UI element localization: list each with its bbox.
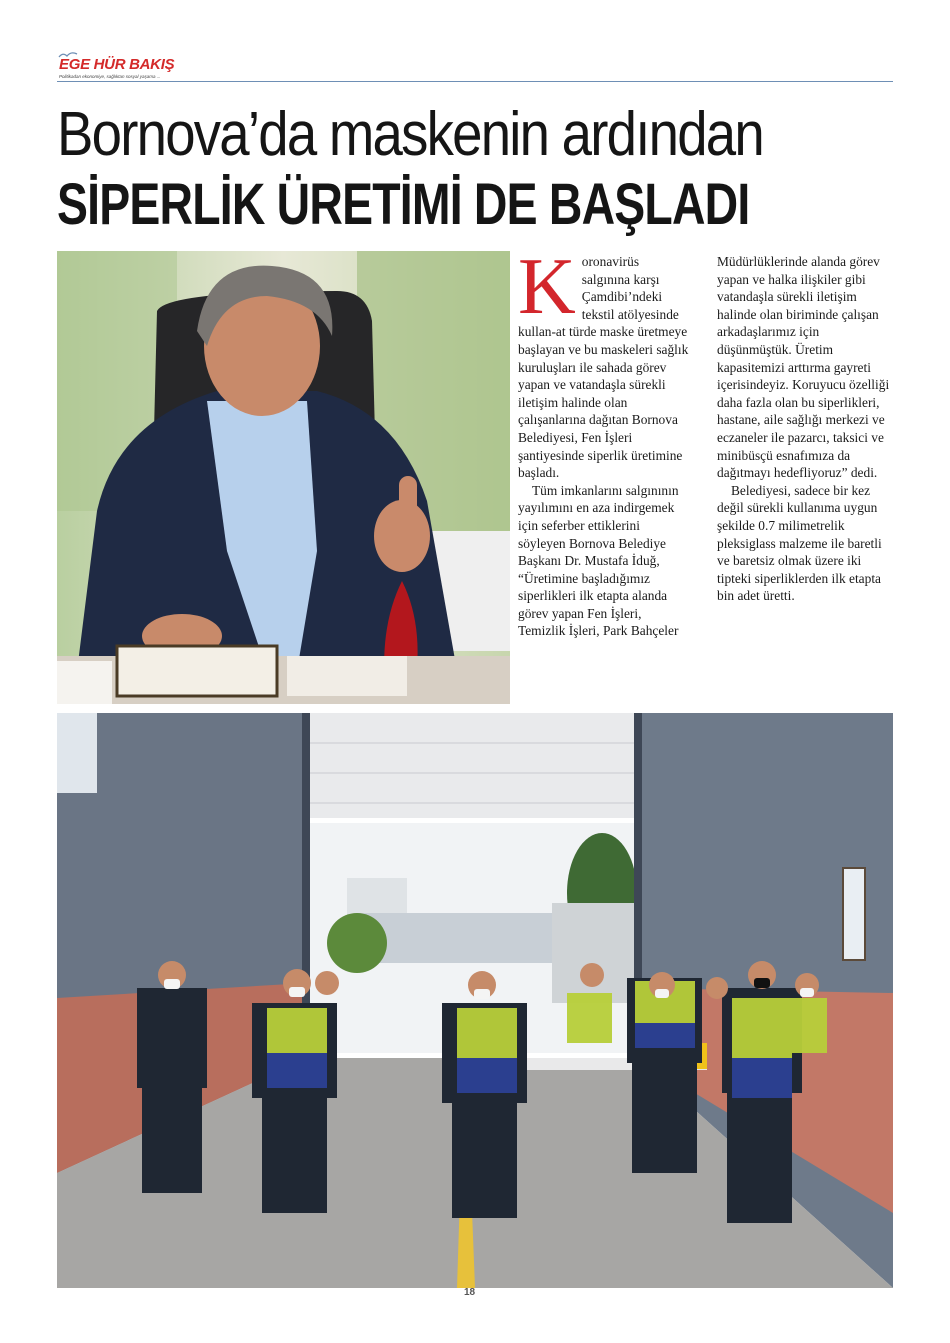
article-column-1 [518, 243, 690, 640]
mayor-photo [57, 251, 510, 704]
article-paragraph: Belediyesi, sadece bir kez değil sürekli kullanıma uygun şekilde 0.7 milimetrelik pleksiglass malzeme ile baretli ve baretsiz olmak üzere iki tipteki siperliklerden ilk etapta bin adet üretti. [717, 482, 882, 604]
masthead [57, 50, 257, 80]
logo-text: EGE HÜR BAKIŞ [59, 56, 175, 73]
article-paragraph: oronavirüs salgınına karşı Çamdibi’ndeki tekstil atölyesinde kullan-at türde maske üretmeye başlayan ve bu maskeleri sağlık kuruluşları ile sahada görev yapan ve vatandaşla sürekli iletişim halinde olan çalışanlarına dağıtan Bornova Belediyesi, Fen İşleri şantiyesinde siperlik üretimine başladı. [518, 254, 689, 481]
tagline: Politikadan ekonomiye, sağlıktan sosyal yaşama ... [59, 74, 161, 79]
headline-line-1: Bornova’da maskenin ardından [57, 100, 763, 169]
article-column-2 [717, 253, 893, 605]
drop-cap: K [518, 243, 576, 331]
headline-line-2: SİPERLİK ÜRETİMİ DE BAŞLADI [57, 172, 750, 237]
header-rule [57, 81, 893, 82]
article-paragraph: Tüm imkanlarını salgınının yayılımını en aza indirgemek için seferber ettiklerini söyleyen Bornova Belediye Başkanı Dr. Mustafa İduğ, “Üretimine başladığımız siperlikleri ilk etapta alanda görev yapan Fen İşleri, Temizlik İşleri, Park Bahçeler [518, 482, 679, 639]
article-paragraph: Müdürlüklerinde alanda görev yapan ve halka ilişkiler gibi vatandaşla sürekli iletişim halinde olan biriminde çalışan arkadaşlarımız için düşünmüştük. Üretim kapasitemizi arttırma gayreti içerisindeyiz. Koruyucu özelliği daha fazla olan bu siperlikleri, hastane, aile sağlığı merkezi ve eczaneler ile pazarcı, taksici ve minibüsçü esnafımıza da dağıtmayı hedefliyoruz” dedi. [717, 254, 890, 481]
page-number: 18 [464, 1287, 476, 1298]
workers-photo [57, 713, 893, 1288]
